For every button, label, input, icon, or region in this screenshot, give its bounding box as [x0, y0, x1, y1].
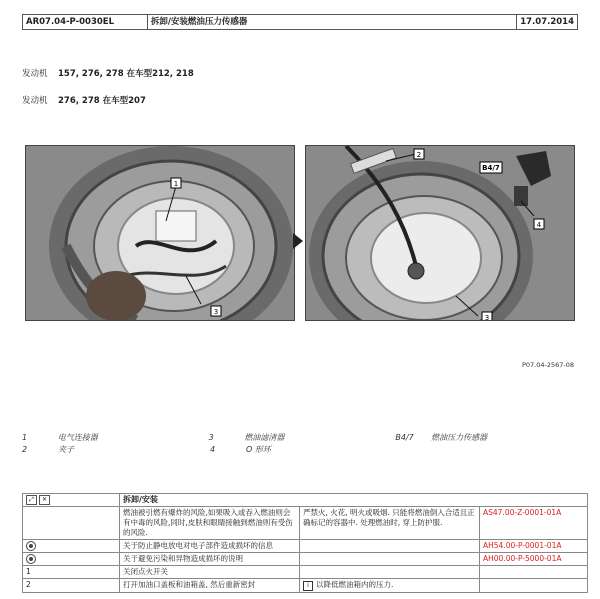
- procedure-table: [22, 493, 588, 593]
- engine-label: 发动机: [22, 96, 48, 106]
- row-index: [23, 553, 120, 566]
- engine-label: 发动机: [22, 69, 48, 79]
- legend-text: O 形环: [246, 445, 271, 454]
- engine-line-1: [22, 68, 194, 81]
- table-row: [23, 579, 588, 593]
- legend-num: 2: [22, 445, 28, 454]
- row-note-text: 以降低燃油箱内的压力.: [316, 580, 394, 589]
- callout-1: 1: [173, 180, 179, 188]
- table-row: [23, 553, 588, 566]
- row-index: [23, 540, 120, 553]
- info-bullet-icon: [26, 554, 36, 564]
- doc-title: 拆卸/安装燃油压力传感器: [148, 15, 517, 29]
- engine-line-2: [22, 95, 146, 108]
- photo-left: [25, 145, 295, 321]
- doc-date: 17.07.2014: [520, 17, 574, 27]
- row-index: 2: [23, 579, 120, 593]
- engine-value: 157, 276, 278 在车型212, 218: [58, 69, 194, 79]
- expand-icon[interactable]: ⤢: [26, 495, 37, 505]
- document-header: [22, 14, 578, 30]
- legend-text: 电气连接器: [57, 433, 98, 442]
- row-desc: 打开加油口盖板和油箱盖, 然后重新密封: [120, 579, 300, 593]
- row-note: [300, 579, 480, 593]
- step-arrow: [293, 233, 303, 249]
- row-note: [300, 553, 480, 566]
- legend: [22, 432, 582, 456]
- legend-text: 燃油压力传感器: [431, 433, 488, 442]
- fuel-pump-photo-right: [306, 146, 574, 320]
- table-row: [23, 540, 588, 553]
- row-desc: 燃油被引燃有爆炸的风险,如果吸入或吞入燃油则会有中毒的风险,同时,皮肤和眼睛接触到燃油则有受伤的风险.: [120, 507, 300, 540]
- row-ref-link: [480, 579, 588, 593]
- legend-row: [22, 444, 582, 456]
- table-row: [23, 566, 588, 579]
- figure-caption: P07.04-2567-08: [521, 361, 574, 369]
- row-desc: 关闭点火开关: [120, 566, 300, 579]
- table-heading: 拆卸/安装: [120, 494, 588, 507]
- row-note: [300, 540, 480, 553]
- row-note: [300, 566, 480, 579]
- callout-b4-7: B4/7: [482, 164, 500, 172]
- collapse-icon[interactable]: ✕: [39, 495, 50, 505]
- header-icons: [23, 494, 120, 507]
- legend-num: B4/7: [395, 433, 414, 442]
- callout-3: 3: [213, 308, 219, 316]
- info-bullet-icon: [26, 541, 36, 551]
- row-index: 1: [23, 566, 120, 579]
- row-desc: 关于防止静电放电对电子部件造成损坏的信息: [120, 540, 300, 553]
- row-note: 严禁火, 火花, 明火或吸烟. 只能将燃油倒入合适且正确标记的容器中. 处理燃油时, 穿上防护服.: [300, 507, 480, 540]
- table-header-row: [23, 494, 588, 507]
- engine-value: 276, 278 在车型207: [58, 96, 146, 106]
- row-desc: 关于避免污染和异物造成损坏的说明: [120, 553, 300, 566]
- callout-4: 4: [536, 221, 542, 229]
- legend-num: 1: [22, 433, 28, 442]
- legend-num: 4: [210, 445, 216, 454]
- fuel-pump-photo-left: [26, 146, 294, 320]
- callout-3: 3: [484, 314, 490, 320]
- row-ref-link[interactable]: AH00.00-P-5000-01A: [480, 553, 588, 566]
- legend-text: 燃油滤清器: [244, 433, 285, 442]
- table-row: [23, 507, 588, 540]
- row-ref-link[interactable]: AS47.00-Z-0001-01A: [480, 507, 588, 540]
- doc-id: AR07.04-P-0030EL: [23, 15, 148, 29]
- row-ref-link: [480, 566, 588, 579]
- row-ref-link[interactable]: AH54.00-P-0001-01A: [480, 540, 588, 553]
- callout-2: 2: [416, 151, 422, 159]
- photo-right: [305, 145, 575, 321]
- row-index: [23, 507, 120, 540]
- legend-text: 夹子: [58, 445, 74, 454]
- info-icon: i: [303, 581, 313, 591]
- legend-num: 3: [208, 433, 214, 442]
- legend-row: [22, 432, 582, 444]
